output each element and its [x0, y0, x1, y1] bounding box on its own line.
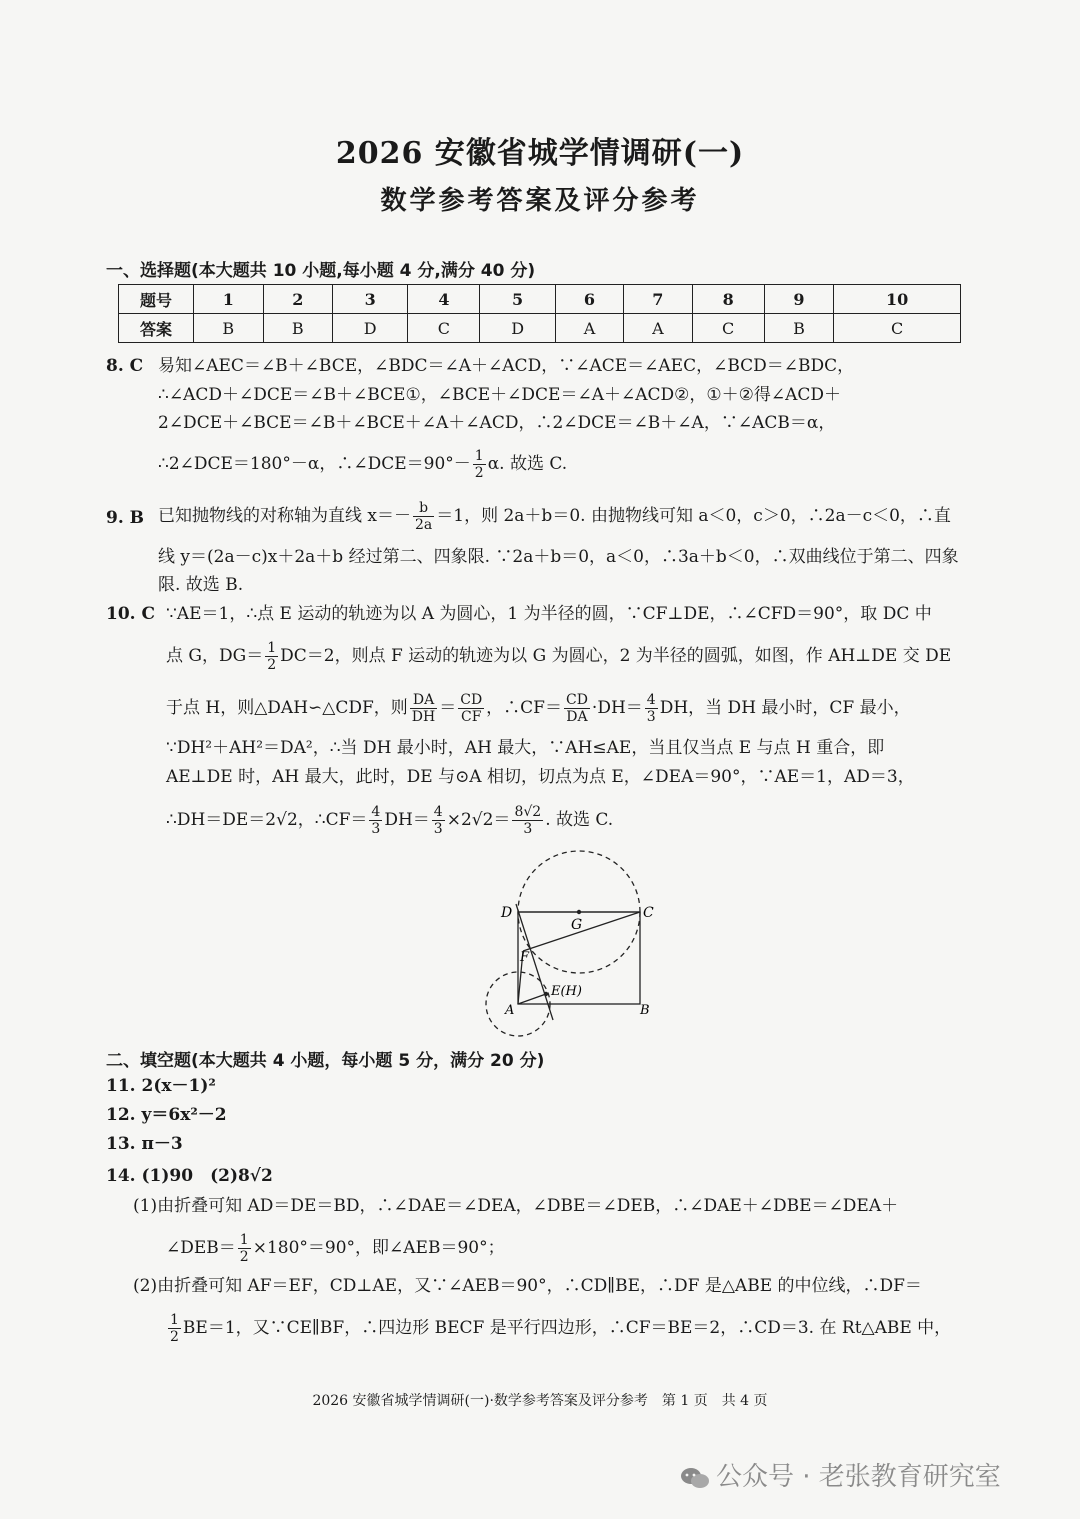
page-footer: 2026 安徽省城学情调研(一)·数学参考答案及评分参考 第 1 页 共 4 页 — [312, 1393, 768, 1409]
table-cell: 8 — [692, 285, 764, 314]
q14-line — [166, 1312, 976, 1345]
table-cell: C — [408, 314, 480, 343]
q10-line: ∵AE＝1，∴点 E 运动的轨迹为以 A 为圆心，1 为半径的圆，∵CF⊥DE，∴∠CFD＝90°，取 DC 中 — [166, 604, 932, 624]
text-run: ×2√2＝ — [446, 810, 511, 830]
fraction-num: b — [413, 500, 434, 517]
fraction — [238, 1232, 251, 1265]
table-cell: D — [480, 314, 555, 343]
watermark — [680, 1456, 1001, 1493]
table-cell: 10 — [834, 285, 961, 314]
text-run: 点 G，DG＝ — [166, 646, 264, 666]
text-run: DH＝ — [384, 810, 430, 830]
q8-line — [158, 448, 976, 481]
table-cell: D — [333, 314, 408, 343]
fraction — [432, 804, 445, 837]
wechat-icon — [680, 1466, 710, 1490]
table-cell: B — [263, 314, 333, 343]
point-e — [544, 992, 548, 996]
fraction — [473, 448, 486, 481]
fraction-den: 3 — [523, 821, 533, 837]
fraction-den: 2 — [170, 1329, 179, 1345]
label-d: D — [501, 905, 513, 921]
text-run: ＝ — [439, 698, 457, 718]
fraction-den: 3 — [433, 821, 443, 837]
table-cell: A — [555, 314, 623, 343]
fraction — [369, 804, 382, 837]
fraction-den: 2 — [267, 657, 277, 673]
answer-11: 11. 2(x－1)² — [106, 1076, 216, 1096]
fraction-num: 4 — [646, 692, 656, 708]
q10-line: AE⊥DE 时，AH 最大，此时，DE 与⊙A 相切，切点为点 E，∠DEA＝90°，∵AE＝1，AD＝3， — [166, 767, 915, 787]
text-run: DC＝2，则点 F 运动的轨迹为以 G 为圆心，2 为半径的圆弧，如图，作 AH⊥DE 交 DE — [280, 646, 952, 666]
label-f: F — [520, 950, 530, 965]
fraction — [265, 640, 278, 673]
text-run: ×180°＝90°，即∠AEB＝90°； — [252, 1238, 505, 1258]
fraction-den: DA — [566, 709, 588, 725]
table-cell: 1 — [194, 285, 264, 314]
table-cell: 2 — [263, 285, 333, 314]
q10-label: 10. C — [106, 604, 156, 624]
page-subtitle: 数学参考答案及评分参考 — [380, 186, 700, 216]
text-run: α. 故选 C. — [487, 454, 568, 474]
fraction-num: 1 — [170, 1312, 179, 1328]
table-cell: 4 — [408, 285, 480, 314]
q14-line — [166, 1232, 976, 1265]
point-g — [577, 910, 581, 914]
fraction-num: CD — [460, 692, 483, 708]
table-cell: 9 — [764, 285, 834, 314]
q9-line: 限. 故选 B. — [158, 575, 244, 595]
fraction-den: 2 — [474, 465, 484, 481]
text-run: ∠DEB＝ — [166, 1238, 236, 1258]
text-run: ·DH＝ — [591, 698, 643, 718]
table-cell: C — [834, 314, 961, 343]
q10-line — [166, 804, 976, 837]
segment-ae — [518, 994, 546, 1004]
q9-line — [158, 500, 976, 533]
table-row — [119, 314, 961, 343]
text-run: DH，当 DH 最小时，CF 最小， — [659, 698, 911, 718]
text-run: ∴2∠DCE＝180°－α，∴∠DCE＝90°－ — [158, 454, 471, 474]
table-cell: B — [764, 314, 834, 343]
fraction-den: 3 — [646, 709, 656, 725]
label-b: B — [640, 1003, 650, 1018]
text-run: BE＝1，又∵CE∥BF，∴四边形 BECF 是平行四边形，∴CF＝BE＝2，∴CD＝3. 在 Rt△ABE 中， — [182, 1318, 952, 1338]
table-cell: A — [624, 314, 692, 343]
fraction-den: DH — [411, 709, 436, 725]
fraction-num: 8√2 — [514, 804, 542, 820]
fraction-num: 1 — [474, 448, 484, 464]
fraction-num: CD — [565, 692, 588, 708]
fraction-den: 2 — [239, 1249, 249, 1265]
answer-14: 14. (1)90 (2)8√2 — [106, 1166, 273, 1186]
q8-line: 2∠DCE＋∠BCE＝∠B＋∠BCE＋∠A＋∠ACD，∴2∠DCE＝∠B＋∠A，∵∠ACB＝α， — [158, 413, 836, 433]
table-cell: 3 — [333, 285, 408, 314]
fraction — [564, 692, 590, 725]
fraction — [458, 692, 484, 725]
fraction — [645, 692, 658, 725]
table-cell: 5 — [480, 285, 555, 314]
label-a: A — [505, 1003, 515, 1018]
q14-line: (1)由折叠可知 AD＝DE＝BD，∴∠DAE＝∠DEA，∠DBE＝∠DEB，∴∠DAE＋∠DBE＝∠DEA＋ — [133, 1196, 899, 1216]
text-run: 于点 H，则△DAH∽△CDF，则 — [166, 698, 408, 718]
text-run: 已知抛物线的对称轴为直线 x＝－ — [158, 506, 411, 526]
fraction-den: 2a — [415, 517, 433, 533]
section1-heading: 一、选择题(本大题共 10 小题,每小题 4 分,满分 40 分) — [106, 261, 536, 281]
fraction-den: 3 — [371, 821, 381, 837]
q10-line — [166, 640, 976, 673]
fraction-num: DA — [410, 692, 437, 709]
fraction-den: CF — [460, 709, 482, 725]
fraction-num: 4 — [433, 804, 443, 820]
answer-13: 13. π－3 — [106, 1134, 183, 1154]
fraction — [512, 804, 543, 837]
fraction — [168, 1312, 181, 1345]
page-title: 2026 安徽省城学情调研(一) — [335, 136, 745, 171]
q9-line: 线 y＝(2a－c)x＋2a＋b 经过第二、四象限. ∵2a＋b＝0，a＜0，∴3a＋b＜0，∴双曲线位于第二、四象 — [158, 547, 959, 567]
text-run: ，∴CF＝ — [486, 698, 562, 718]
q8-line: 易知∠AEC＝∠B＋∠BCE，∠BDC＝∠A＋∠ACD，∵∠ACE＝∠AEC，∠BCD＝∠BDC， — [158, 356, 855, 376]
q10-line: ∵DH²＋AH²＝DA²，∴当 DH 最小时，AH 最大，∵AH≤AE，当且仅当点 E 与点 H 重合，即 — [166, 738, 885, 758]
q14-line: (2)由折叠可知 AF＝EF，CD⊥AE，又∵∠AEB＝90°，∴CD∥BE，∴DF 是△ABE 的中位线，∴DF＝ — [133, 1276, 922, 1296]
q8-label: 8. C — [106, 356, 144, 376]
table-label-q: 题号 — [119, 285, 194, 314]
table-cell: 6 — [555, 285, 623, 314]
table-row — [119, 285, 961, 314]
q9-label: 9. B — [106, 508, 145, 528]
q8-line: ∴∠ACD＋∠DCE＝∠B＋∠BCE①，∠BCE＋∠DCE＝∠A＋∠ACD②，①＋②得∠ACD＋ — [158, 385, 842, 405]
label-g: G — [571, 917, 583, 933]
label-e: E(H) — [551, 984, 582, 999]
section2-heading: 二、填空题(本大题共 4 小题，每小题 5 分，满分 20 分) — [106, 1051, 545, 1071]
watermark-text: 公众号 · 老张教育研究室 — [716, 1462, 1001, 1492]
table-cell: B — [194, 314, 264, 343]
answer-table — [118, 284, 961, 343]
fraction — [413, 500, 434, 533]
fraction-num: 1 — [267, 640, 277, 656]
geometry-figure — [480, 848, 670, 1038]
q10-line — [166, 692, 976, 725]
fraction-num: 1 — [239, 1232, 249, 1248]
table-label-a: 答案 — [119, 314, 194, 343]
text-run: . 故选 C. — [545, 810, 614, 830]
text-run: ∴DH＝DE＝2√2，∴CF＝ — [166, 810, 368, 830]
text-run: ＝1，则 2a＋b＝0. 由抛物线可知 a＜0，c＞0，∴2a－c＜0，∴直 — [436, 506, 951, 526]
label-c: C — [643, 905, 654, 921]
fraction-num: 4 — [371, 804, 381, 820]
fraction — [410, 692, 437, 725]
answer-12: 12. y＝6x²－2 — [106, 1105, 227, 1125]
table-cell: 7 — [624, 285, 692, 314]
table-cell: C — [692, 314, 764, 343]
